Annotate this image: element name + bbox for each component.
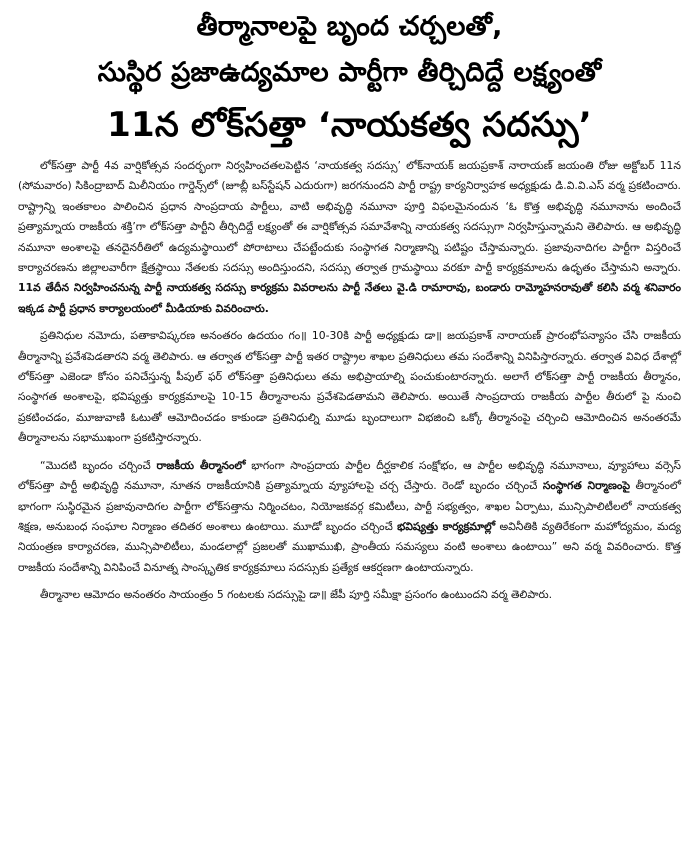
paragraph-3-text-c: తీర్మానంలో భాగంగా సుస్థిరమైన ప్రజావునాదిగల పార్టీగా లోక్‌సత్తాను నిర్మించటం, నియోజకవర్గ కమిటీలు, పార్టీ సభ్యత్వం, శాఖల ఏర్పాటు, మున్సిపాలిటీలలో నాయకత్వ శిక్షణ, అనుబంధ సంఘాల నిర్మాణం తదితర అంశాలు ఉంటాయి. మూడో బృందం చర్చించే: [18, 479, 681, 533]
paragraph-1: [18, 156, 681, 319]
article-body: [18, 156, 681, 606]
paragraph-1-text: లోక్‌సత్తా పార్టీ 4వ వార్షికోత్సవ సందర్భంగా నిర్వహించతలపెట్టిన ‘నాయకత్వ సదస్సు’ లోక్‌నాయక్ జయప్రకాశ్ నారాయణ్ జయంతి రోజు అక్టోబర్ 11న (సోమవారం) సికింద్రాబాద్ మిలీనియం గార్డెన్స్‌లో (జూబ్లీ బస్‌స్టేషన్ ఎదురుగా) జరగనుందని పార్టీ రాష్ట్ర కార్యనిర్వాహక అధ్యక్షుడు డి.వి.వి.ఎస్ వర్మ ప్రకటించారు. రాష్ట్రాన్ని ఇంతకాలం పాలించిన ప్రధాన సాంప్రదాయ పార్టీలు, వాటి అభివృద్ధి నమూనా పూర్తి విఫలమైనందున ‘ఓ కొత్త అభివృద్ధి నమూనాను అందించే ప్రత్యామ్నాయ రాజకీయ శక్తి’గా లోక్‌సత్తా పార్టీని తీర్చిదిద్దే లక్ష్యంతో ఈ వార్షికోత్సవ సమావేశాన్ని నాయకత్వ సదస్సుగా నిర్వహిస్తున్నామని తెలిపారు. ఆ అభివృద్ధి నమూనా అంశాలపై తనదైనరీతిలో ఉద్యమస్థాయిలో పోరాటాలు చేపట్టేందుకు సంస్థాగత నిర్మాణాన్ని పటిష్టం చేస్తామన్నారు. ప్రజావునాదిగల పార్టీగా విస్తరించే కార్యాచరణను జిల్లాలవారీగా క్షేత్రస్థాయి నేతలకు సదస్సు అందిస్తుందని, సదస్సు తర్వాత గ్రామస్థాయి వరకూ పార్టీ కార్యక్రమాలను ఉధృతం చేస్తామని అన్నారు.: [18, 159, 681, 275]
paragraph-3-text-d: అవినీతికి వ్యతిరేకంగా మహోద్యమం, మద్య నియంత్రణ కార్యాచరణ, మున్సిపాలిటీలు, మండలాల్లో ప్రజలతో ముఖాముఖి, ప్రాంతీయ సమస్యలు వంటి అంశాలు ఉంటాయి” అని వర్మ వివరించారు. కొత్త రాజకీయ సందేశాన్ని వినిపించే వినూత్న సాంస్కృతిక కార్యక్రమాలు సదస్సుకు ప్రత్యేక ఆకర్షణగా ఉంటాయన్నారు.: [18, 519, 681, 574]
paragraph-2: [18, 326, 681, 448]
paragraph-3: [18, 456, 681, 578]
paragraph-4: [18, 585, 681, 605]
paragraph-3-bold-future-programmes: భవిష్యత్తు కార్యక్రమాల్లో: [397, 519, 496, 533]
headline-line-2: సుస్థిర ప్రజాఉద్యమాల పార్టీగా తీర్చిదిద్దే లక్ష్యంతో: [97, 57, 602, 88]
paragraph-4-text: తీర్మానాల ఆమోదం అనంతరం సాయంత్రం 5 గంటలకు సదస్సుపై డా॥ జేపీ పూర్తి సమీక్షా ప్రసంగం ఉంటుందని వర్మ తెలిపారు.: [40, 588, 553, 602]
paragraph-3-bold-organisational: సంస్థాగత నిర్మాణంపై: [542, 479, 631, 493]
paragraph-3-bold-political-resolution: రాజకీయ తీర్మానంలో: [156, 458, 246, 472]
paragraph-3-text-b: భాగంగా సాంప్రదాయ పార్టీల దీర్ఘకాలిక సంక్షోభం, ఆ పార్టీల అభివృద్ధి నమూనాలు, వ్యూహాలు వర్సెస్ లోక్‌సత్తా పార్టీ అభివృద్ధి నమూనా, నూతన రాజకీయానికి ప్రత్యామ్నాయ వ్యూహాలపై చర్చ చేస్తారు. రెండో బృందం చర్చించే: [18, 458, 681, 493]
paragraph-2-text: ప్రతినిధుల నమోదు, పతాకావిష్కరణ అనంతరం ఉదయం గం॥ 10-30కి పార్టీ అధ్యక్షుడు డా॥ జయప్రకాశ్ నారాయణ్ ప్రారంభోపన్యాసం చేసి రాజకీయ తీర్మానాన్ని ప్రవేశపెడతారని వర్మ తెలిపారు. ఆ తర్వాత లోక్‌సత్తా పార్టీ ఇతర రాష్ట్రాల శాఖల ప్రతినిధులు తమ సందేశాన్ని వినిపిస్తారన్నారు. తర్వాత వివిధ దేశాల్లో లోక్‌సత్తా ఎజెండా కోసం పనిచేస్తున్న పీపుల్ ఫర్ లోక్‌సత్తా ప్రతినిధులు తమ అభిప్రాయాల్ని పంచుకుంటారన్నారు. అలాగే లోక్‌సత్తా పార్టీ రాజకీయ తీర్మానం, సంస్థాగత అంశాలపై, భవిష్యత్తు కార్యక్రమాలపై 10-15 తీర్మానాలను ప్రవేశపెడతామని తెలిపారు. అయితే సాంప్రదాయ రాజకీయ పార్టీల తీరులో పై నుంచి ప్రకటించడం, మూజువాణి ఓటుతో ఆమోదించడం కాకుండా ప్రతినిధుల్ని మూడు బృందాలుగా విభజించి ఒక్కో తీర్మానంపై చర్చించి ఆమోదించిన అనంతరమే తీర్మానాలను సభాముఖంగా ప్రకటిస్తారన్నారు.: [18, 329, 681, 445]
headline-line-1: తీర్మానాలపై బృంద చర్చలతో,: [196, 11, 503, 42]
paragraph-3-text-a: “మొదటి బృందం చర్చించే: [40, 458, 157, 472]
paragraph-1-bold-text: 11వ తేదీన నిర్వహించనున్న పార్టీ నాయకత్వ సదస్సు కార్యక్రమ వివరాలను పార్టీ నేతలు వై.డి రామారావు, బండారు రామ్మోహనరావుతో కలిసి వర్మ శనివారం ఇక్కడ పార్టీ ప్రధాన కార్యాలయంలో మీడియాకు వివరించారు.: [18, 281, 681, 315]
headline-line-3: 11న లోక్‌సత్తా ‘నాయకత్వ సదస్సు’: [107, 105, 592, 145]
